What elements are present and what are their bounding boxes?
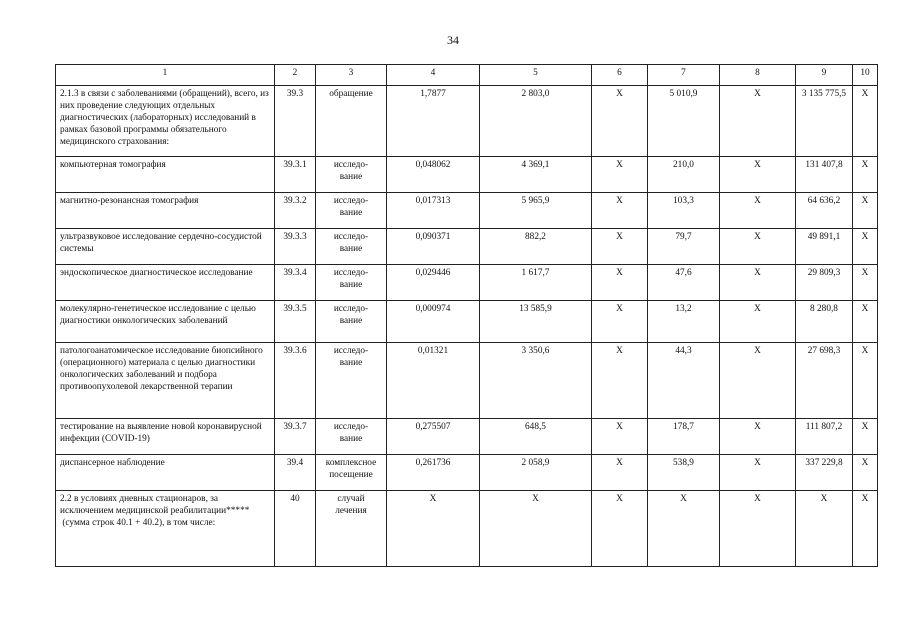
table-cell: X — [853, 193, 878, 229]
table-cell: патологоанатомическое исследование биопсийного (операционного) материала с целью диагностики онкологических заболеваний и подбора противоопухолевой лекарственной терапии — [56, 343, 275, 419]
table-cell: 5 010,9 — [648, 86, 720, 157]
table-cell: 337 229,8 — [796, 455, 853, 491]
header-cell: 7 — [648, 65, 720, 86]
table-cell: 0,017313 — [387, 193, 480, 229]
table-cell: 0,261736 — [387, 455, 480, 491]
table-cell: 111 807,2 — [796, 419, 853, 455]
table-cell: X — [720, 301, 796, 343]
table-cell: 47,6 — [648, 265, 720, 301]
table-cell: исследо- вание — [316, 193, 387, 229]
table-row — [56, 301, 878, 343]
header-cell: 10 — [853, 65, 878, 86]
table-cell: X — [592, 86, 648, 157]
table-cell: исследо- вание — [316, 157, 387, 193]
table-cell: ультразвуковое исследование сердечно-сосудистой системы — [56, 229, 275, 265]
table-cell: 2 058,9 — [480, 455, 592, 491]
table-cell: диспансерное наблюдение — [56, 455, 275, 491]
table-cell: 648,5 — [480, 419, 592, 455]
table-cell: 0,01321 — [387, 343, 480, 419]
table-row — [56, 343, 878, 419]
header-row — [56, 65, 878, 86]
table-cell: молекулярно-генетическое исследование с целью диагностики онкологических заболеваний — [56, 301, 275, 343]
table-cell: X — [853, 455, 878, 491]
table-cell: X — [853, 265, 878, 301]
table-cell: 2 803,0 — [480, 86, 592, 157]
table-cell: 8 280,8 — [796, 301, 853, 343]
table-cell: X — [720, 265, 796, 301]
table-cell: 5 965,9 — [480, 193, 592, 229]
table-row — [56, 157, 878, 193]
table-cell: 39.3.7 — [275, 419, 316, 455]
table-cell: 2.2 в условиях дневных стационаров, за исключением медицинской реабилитации***** (сумма строк 40.1 + 40.2), в том числе: — [56, 491, 275, 567]
table-row — [56, 455, 878, 491]
table-cell: 3 135 775,5 — [796, 86, 853, 157]
data-table — [55, 64, 878, 567]
table-cell: 3 350,6 — [480, 343, 592, 419]
table-cell: X — [853, 86, 878, 157]
header-cell: 1 — [56, 65, 275, 86]
table-cell: исследо- вание — [316, 265, 387, 301]
table-cell: 1,7877 — [387, 86, 480, 157]
table-cell: 39.3.5 — [275, 301, 316, 343]
header-cell: 6 — [592, 65, 648, 86]
header-cell: 4 — [387, 65, 480, 86]
table-cell: X — [592, 193, 648, 229]
page-number: 34 — [447, 33, 459, 47]
table-cell: X — [592, 455, 648, 491]
table-cell: X — [592, 419, 648, 455]
table-cell: 103,3 — [648, 193, 720, 229]
header-cell: 8 — [720, 65, 796, 86]
table-cell: X — [592, 229, 648, 265]
table-cell: X — [592, 301, 648, 343]
table-cell: 49 891,1 — [796, 229, 853, 265]
table-row — [56, 491, 878, 567]
table-cell: 1 617,7 — [480, 265, 592, 301]
table-cell: 39.3.1 — [275, 157, 316, 193]
table-cell: 39.4 — [275, 455, 316, 491]
table-cell: 29 809,3 — [796, 265, 853, 301]
table-cell: 0,090371 — [387, 229, 480, 265]
table-cell: 13 585,9 — [480, 301, 592, 343]
table-cell: X — [720, 86, 796, 157]
table-cell: X — [853, 419, 878, 455]
table-cell: X — [853, 301, 878, 343]
table-cell: X — [796, 491, 853, 567]
header-cell: 3 — [316, 65, 387, 86]
table-cell: 210,0 — [648, 157, 720, 193]
table-cell: X — [720, 491, 796, 567]
table-cell: комплексное посещение — [316, 455, 387, 491]
table-cell: X — [720, 193, 796, 229]
table-cell: 39.3 — [275, 86, 316, 157]
table-cell: X — [592, 491, 648, 567]
table-cell: X — [592, 265, 648, 301]
table-cell: исследо- вание — [316, 301, 387, 343]
table-row — [56, 86, 878, 157]
table-cell: компьютерная томография — [56, 157, 275, 193]
table-cell: 4 369,1 — [480, 157, 592, 193]
table-cell: X — [853, 229, 878, 265]
table-cell: 131 407,8 — [796, 157, 853, 193]
table-cell: исследо- вание — [316, 419, 387, 455]
table-cell: X — [720, 419, 796, 455]
table-cell: X — [720, 229, 796, 265]
table-cell: эндоскопическое диагностическое исследование — [56, 265, 275, 301]
table-cell: 79,7 — [648, 229, 720, 265]
table-cell: X — [720, 157, 796, 193]
table-row — [56, 265, 878, 301]
table-cell: 178,7 — [648, 419, 720, 455]
table-cell: 64 636,2 — [796, 193, 853, 229]
table-cell: X — [592, 157, 648, 193]
table-cell: 39.3.2 — [275, 193, 316, 229]
table-cell: X — [720, 455, 796, 491]
table-cell: X — [853, 157, 878, 193]
table-cell: 40 — [275, 491, 316, 567]
table-cell: 39.3.4 — [275, 265, 316, 301]
table-cell: исследо- вание — [316, 229, 387, 265]
header-cell: 5 — [480, 65, 592, 86]
table-row — [56, 229, 878, 265]
table-cell: 2.1.3 в связи с заболеваниями (обращений), всего, из них проведение следующих отдельных диагностических (лабораторных) исследований в рамках базовой программы обязательного медицинского страхования: — [56, 86, 275, 157]
table-cell: X — [720, 343, 796, 419]
table-cell: 882,2 — [480, 229, 592, 265]
table-cell: X — [853, 343, 878, 419]
table-cell: 13,2 — [648, 301, 720, 343]
table-cell: X — [853, 491, 878, 567]
table-cell: X — [480, 491, 592, 567]
table-cell: 27 698,3 — [796, 343, 853, 419]
table-cell: тестирование на выявление новой коронавирусной инфекции (COVID-19) — [56, 419, 275, 455]
table-cell: 0,000974 — [387, 301, 480, 343]
table-cell: 39.3.3 — [275, 229, 316, 265]
table-cell: случай лечения — [316, 491, 387, 567]
table-cell: 39.3.6 — [275, 343, 316, 419]
table-cell: X — [648, 491, 720, 567]
table-cell: X — [387, 491, 480, 567]
table-row — [56, 419, 878, 455]
table-cell: 0,029446 — [387, 265, 480, 301]
table-cell: магнитно-резонансная томография — [56, 193, 275, 229]
table-cell: 0,275507 — [387, 419, 480, 455]
table-cell: 44,3 — [648, 343, 720, 419]
table-cell: обращение — [316, 86, 387, 157]
table-cell: 538,9 — [648, 455, 720, 491]
header-cell: 2 — [275, 65, 316, 86]
table-cell: исследо- вание — [316, 343, 387, 419]
header-cell: 9 — [796, 65, 853, 86]
table-cell: X — [592, 343, 648, 419]
table-row — [56, 193, 878, 229]
table-cell: 0,048062 — [387, 157, 480, 193]
